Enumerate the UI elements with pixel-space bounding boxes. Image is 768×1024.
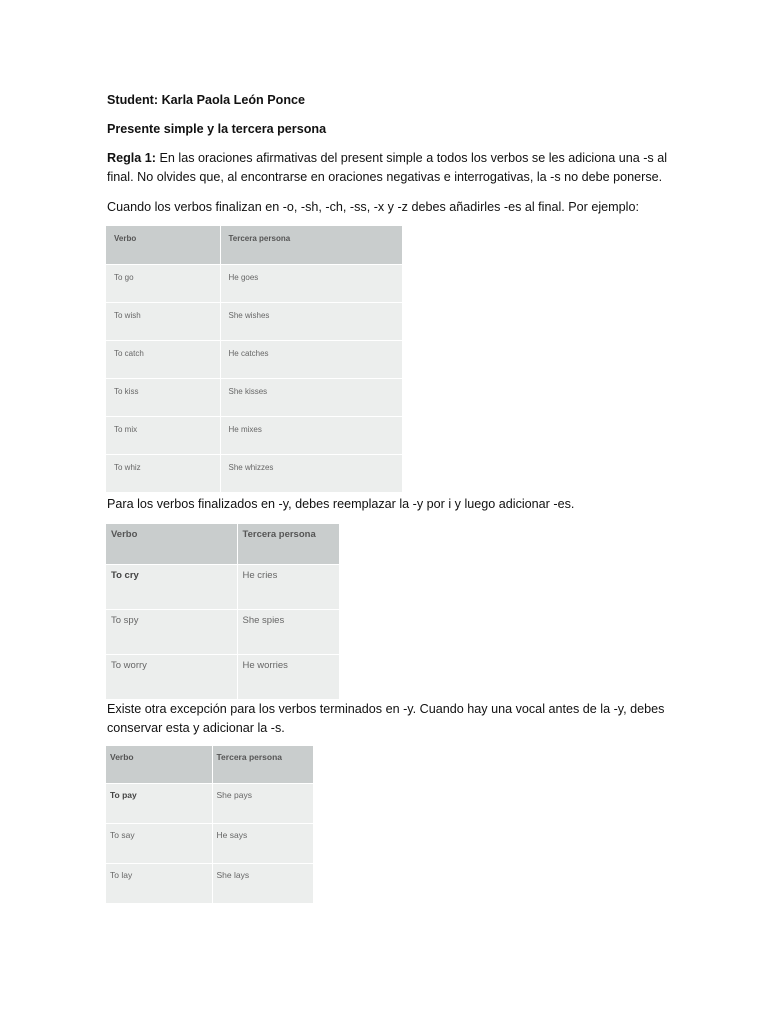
regla1-line2: final. No olvides que, al encontrarse en oraciones negativas e interrogativas, la -s no debe ponerse. <box>107 170 663 184</box>
table-header-row <box>106 524 339 564</box>
table-row <box>106 416 402 454</box>
table-row <box>106 378 402 416</box>
table-row <box>106 609 339 654</box>
table-row <box>106 264 402 302</box>
verb-cell: To kiss <box>106 378 220 416</box>
table-header-row <box>106 746 313 783</box>
verb-cell: To spy <box>106 609 237 654</box>
regla1-label: Regla 1: <box>107 151 156 165</box>
third-person-cell: She whizzes <box>220 454 402 492</box>
table-header-row <box>106 226 402 264</box>
verb-cell: To catch <box>106 340 220 378</box>
table-row <box>106 340 402 378</box>
third-person-cell: He mixes <box>220 416 402 454</box>
verb-cell: To wish <box>106 302 220 340</box>
regla1-text: En las oraciones afirmativas del present simple a todos los verbos se les adiciona una -s al <box>156 151 668 165</box>
third-person-cell: He worries <box>237 654 339 699</box>
table-row <box>106 783 313 823</box>
verb-cell: To mix <box>106 416 220 454</box>
paragraph-es-rule: Cuando los verbos finalizan en -o, -sh, -ch, -ss, -x y -z debes añadirles -es al final. Por ejemplo: <box>107 200 639 214</box>
verb-cell: To pay <box>106 783 212 823</box>
paragraph-y-rule: Para los verbos finalizados en -y, debes reemplazar la -y por i y luego adicionar -es. <box>107 497 575 511</box>
third-person-cell: He goes <box>220 264 402 302</box>
verb-cell: To say <box>106 823 212 863</box>
table-row <box>106 823 313 863</box>
verb-cell: To worry <box>106 654 237 699</box>
student-name: Student: Karla Paola León Ponce <box>107 93 306 107</box>
third-person-cell: He catches <box>220 340 402 378</box>
regla1-line1 <box>107 149 667 168</box>
header-tercera-persona: Tercera persona <box>212 746 313 783</box>
third-person-cell: She wishes <box>220 302 402 340</box>
third-person-cell: She kisses <box>220 378 402 416</box>
verb-cell: To lay <box>106 863 212 903</box>
table-vowel-y-examples <box>106 746 313 903</box>
header-verbo: Verbo <box>106 746 212 783</box>
table-es-examples <box>106 226 402 492</box>
table-row <box>106 863 313 903</box>
paragraph-vowel-y-line2: conservar esta y adicionar la -s. <box>107 721 285 735</box>
third-person-cell: She spies <box>237 609 339 654</box>
table-row <box>106 654 339 699</box>
third-person-cell: She lays <box>212 863 313 903</box>
third-person-cell: She pays <box>212 783 313 823</box>
table-row <box>106 302 402 340</box>
header-tercera-persona: Tercera persona <box>220 226 402 264</box>
verb-cell: To whiz <box>106 454 220 492</box>
table-row <box>106 454 402 492</box>
verb-cell: To cry <box>106 564 237 609</box>
header-tercera-persona: Tercera persona <box>237 524 339 564</box>
header-verbo: Verbo <box>106 524 237 564</box>
paragraph-vowel-y-line1: Existe otra excepción para los verbos terminados en -y. Cuando hay una vocal antes de la -y, debes <box>107 702 665 716</box>
page-heading: Presente simple y la tercera persona <box>107 122 327 136</box>
third-person-cell: He says <box>212 823 313 863</box>
third-person-cell: He cries <box>237 564 339 609</box>
header-verbo: Verbo <box>106 226 220 264</box>
table-ies-examples <box>106 524 339 699</box>
table-row <box>106 564 339 609</box>
verb-cell: To go <box>106 264 220 302</box>
